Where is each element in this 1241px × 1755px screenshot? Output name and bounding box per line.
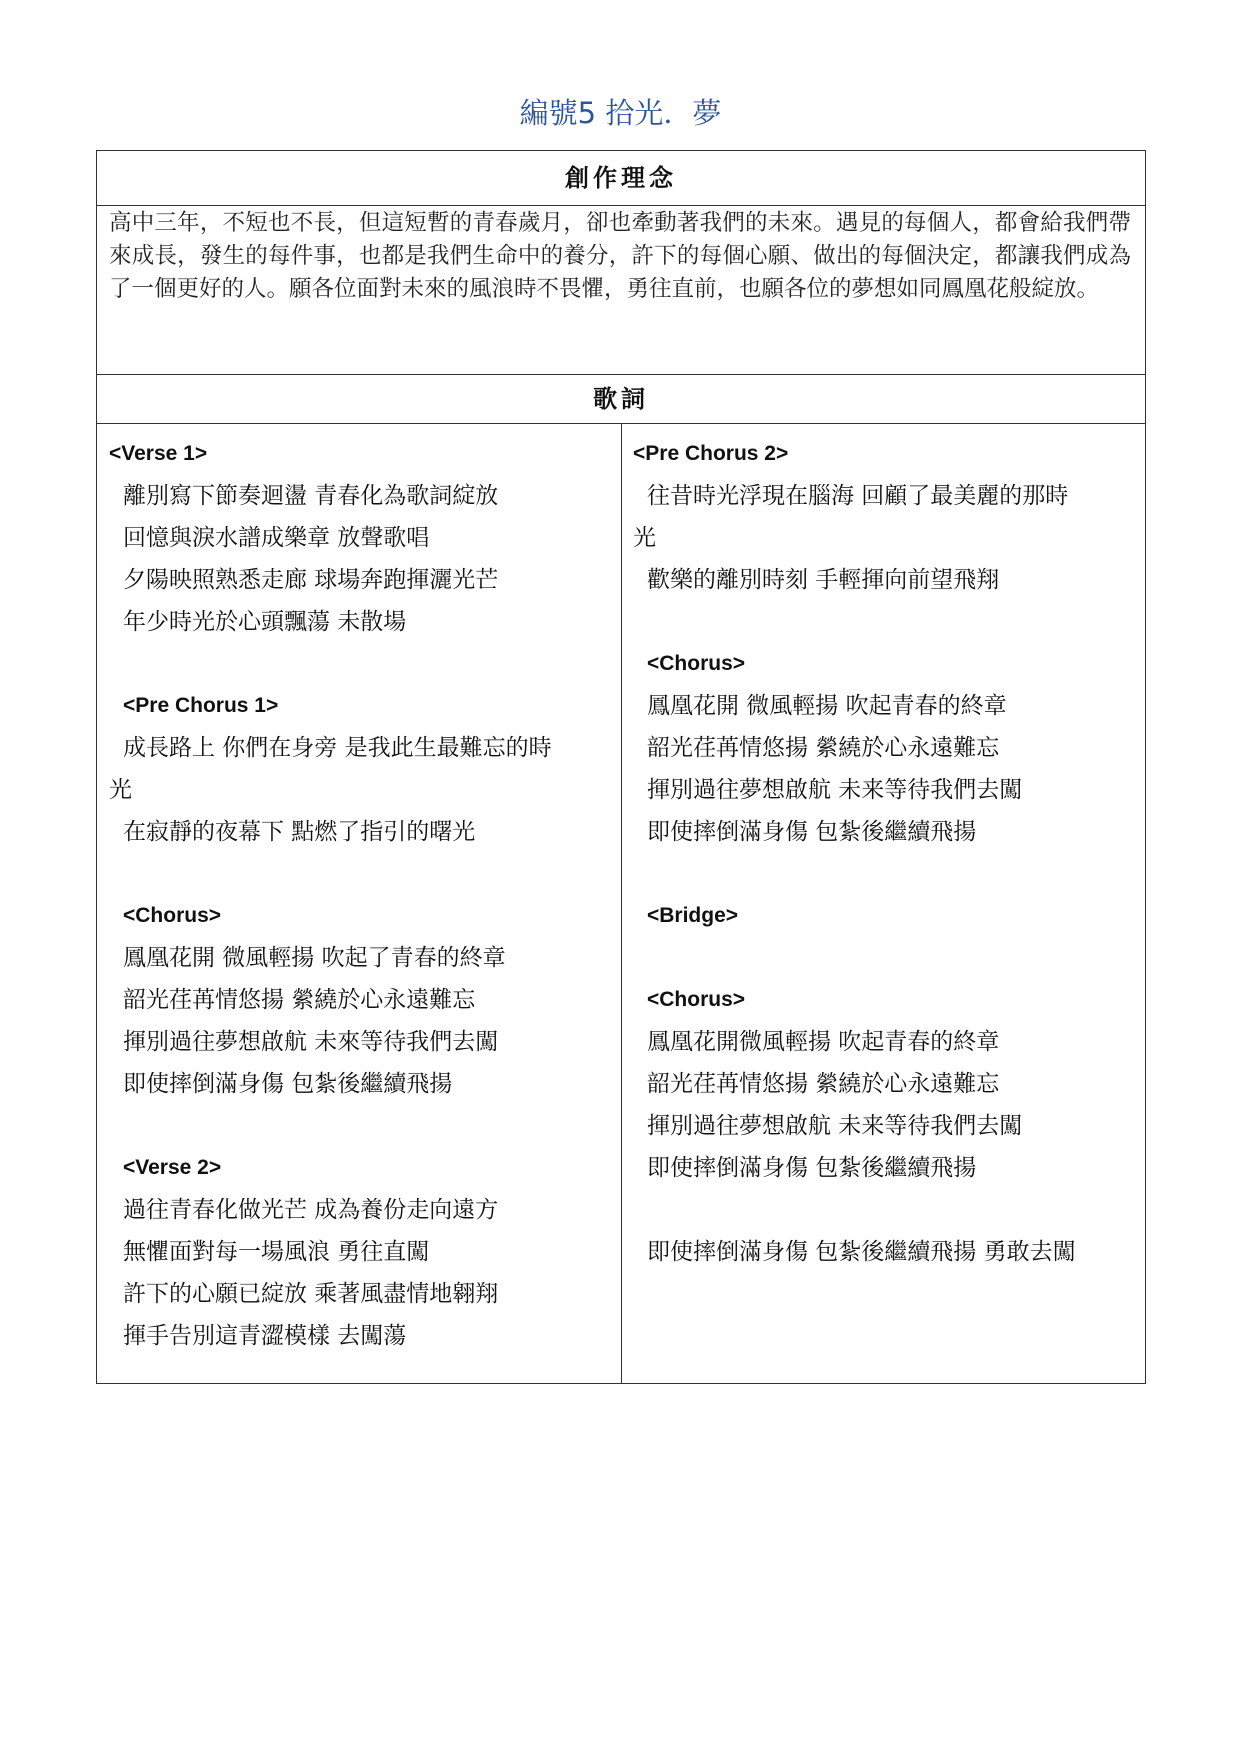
lyrics-header: 歌詞 bbox=[97, 374, 1145, 424]
lyric-line: 成長路上 你們在身旁 是我此生最難忘的時 bbox=[123, 735, 552, 761]
lyric-line: 揮別過往夢想啟航 未来等待我們去闖 bbox=[647, 777, 1023, 803]
section-tag-prechorus1: <Pre Chorus 1> bbox=[123, 694, 279, 717]
lyric-line: 揮別過往夢想啟航 未來等待我們去闖 bbox=[123, 1029, 499, 1055]
section-tag-verse1: <Verse 1> bbox=[109, 442, 208, 465]
section-tag-verse2: <Verse 2> bbox=[123, 1156, 222, 1179]
section-tag-chorus: <Chorus> bbox=[647, 988, 746, 1011]
lyric-line: 鳳凰花開 微風輕揚 吹起青春的終章 bbox=[647, 693, 1007, 719]
lyric-line: 離別寫下節奏迴盪 青春化為歌詞綻放 bbox=[123, 483, 499, 509]
lyric-line: 許下的心願已綻放 乘著風盡情地翱翔 bbox=[123, 1281, 499, 1307]
lyric-line: 即使摔倒滿身傷 包紮後繼續飛揚 bbox=[647, 819, 977, 845]
lyric-line: 無懼面對每一場風浪 勇往直闖 bbox=[123, 1239, 430, 1265]
page-title: 編號5 拾光．夢 bbox=[519, 96, 722, 130]
lyric-line: 往昔時光浮現在腦海 回顧了最美麗的那時 bbox=[647, 483, 1069, 509]
concept-text: 高中三年，不短也不長，但這短暫的青春歲月，卻也牽動著我們的未來。遇見的每個人，都會給我們帶來成長，發生的每件事，也都是我們生命中的養分，許下的每個心願、做出的每個決定，都讓我們成為了一個更好的人。願各位面對未來的風浪時不畏懼，勇往直前，也願各位的夢想如同鳳凰花般綻放。 bbox=[109, 210, 1131, 302]
lyric-line: 即使摔倒滿身傷 包紮後繼續飛揚 勇敢去闖 bbox=[647, 1239, 1076, 1265]
lyric-line: 韶光荏苒情悠揚 縈繞於心永遠難忘 bbox=[647, 735, 1000, 761]
lyrics-left-column bbox=[109, 433, 609, 1357]
lyric-line: 鳳凰花開微風輕揚 吹起青春的終章 bbox=[647, 1029, 1000, 1055]
section-tag-prechorus2: <Pre Chorus 2> bbox=[633, 442, 789, 465]
lyric-line: 即使摔倒滿身傷 包紮後繼續飛揚 bbox=[123, 1071, 453, 1097]
lyric-line: 揮手告別這青澀模樣 去闖蕩 bbox=[123, 1323, 407, 1349]
section-tag-chorus: <Chorus> bbox=[123, 904, 222, 927]
lyric-line: 鳳凰花開 微風輕揚 吹起了青春的終章 bbox=[123, 945, 506, 971]
song-table bbox=[96, 150, 1146, 1384]
column-divider bbox=[621, 423, 622, 1383]
lyric-line: 韶光荏苒情悠揚 縈繞於心永遠難忘 bbox=[647, 1071, 1000, 1097]
lyric-line: 回憶與淚水譜成樂章 放聲歌唱 bbox=[123, 525, 430, 551]
lyric-line: 光 bbox=[109, 777, 132, 803]
lyric-line: 即使摔倒滿身傷 包紮後繼續飛揚 bbox=[647, 1155, 977, 1181]
lyric-line: 揮別過往夢想啟航 未来等待我們去闖 bbox=[647, 1113, 1023, 1139]
lyrics-right-column bbox=[633, 433, 1138, 1273]
lyric-line: 光 bbox=[633, 525, 656, 551]
lyric-line: 韶光荏苒情悠揚 縈繞於心永遠難忘 bbox=[123, 987, 476, 1013]
lyric-line: 歡樂的離別時刻 手輕揮向前望飛翔 bbox=[647, 567, 1000, 593]
section-tag-bridge: <Bridge> bbox=[647, 904, 739, 927]
lyric-line: 年少時光於心頭飄蕩 未散場 bbox=[123, 609, 407, 635]
lyric-line: 夕陽映照熟悉走廊 球場奔跑揮灑光芒 bbox=[123, 567, 499, 593]
concept-header: 創作理念 bbox=[97, 151, 1145, 206]
section-tag-chorus: <Chorus> bbox=[647, 652, 746, 675]
lyric-line: 在寂靜的夜幕下 點燃了指引的曙光 bbox=[123, 819, 476, 845]
lyric-line: 過往青春化做光芒 成為養份走向遠方 bbox=[123, 1197, 499, 1223]
